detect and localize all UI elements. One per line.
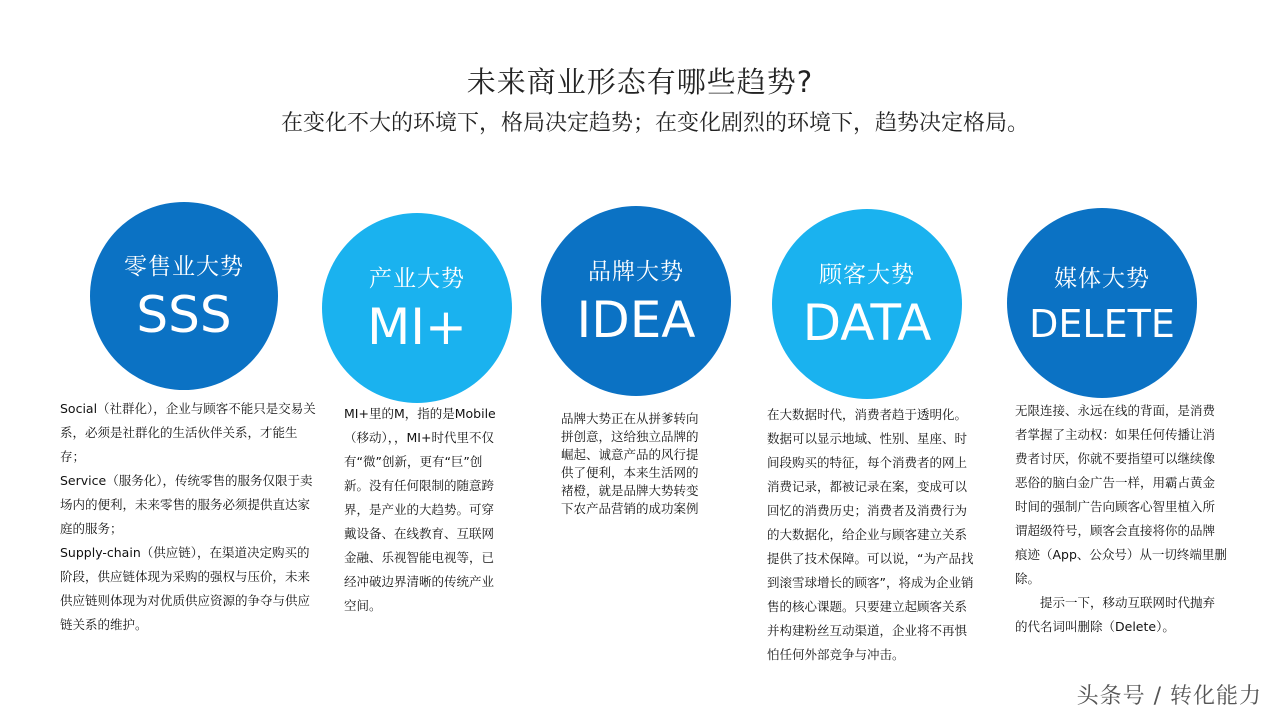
- industry-paragraph: MI+里的M，指的是Mobile（移动），，MI+时代里不仅有“微”创新，更有“巨”创新。没有任何限制的随意跨界，是产业的大趋势。可穿戴设备、在线教育、互联网金融、乐视智能电视等，已经冲破边界清晰的传统产业空间。: [344, 406, 496, 613]
- retail-paragraph-supply-chain: Supply-chain（供应链），在渠道决定购买的阶段，供应链体现为采购的强权与压价，未来供应链则体现为对优质供应资源的争夺与供应链关系的维护。: [60, 545, 311, 632]
- retail-trend-circle: [90, 202, 278, 390]
- industry-trend-circle: [322, 213, 512, 403]
- customer-trend-circle: [772, 209, 962, 399]
- media-trend-circle: [1007, 208, 1197, 398]
- industry-trend-description: [344, 402, 504, 618]
- retail-paragraph-social: Social（社群化），企业与顾客不能只是交易关系，必须是社群化的生活伙伴关系，才能生存；: [60, 401, 316, 464]
- retail-paragraph-service: Service（服务化），传统零售的服务仅限于卖场内的便利，未来零售的服务必须提供直达家庭的服务；: [60, 473, 313, 536]
- media-paragraph: 无限连接、永远在线的背面，是消费者掌握了主动权：如果任何传播让消费者讨厌，你就不要指望可以继续像恶俗的脑白金广告一样，用霸占黄金时间的强制广告向顾客心智里植入所谓超级符号，顾客会直接将你的品牌痕迹（App、公众号）从一切终端里删除。: [1015, 403, 1227, 586]
- industry-trend-heading: 产业大势: [369, 265, 465, 292]
- customer-trend-heading: 顾客大势: [819, 261, 915, 288]
- page-subtitle: 在变化不大的环境下，格局决定趋势；在变化剧烈的环境下，趋势决定格局。: [280, 111, 1029, 136]
- customer-trend-keyword: DATA: [802, 293, 932, 352]
- brand-trend-keyword: IDEA: [576, 290, 696, 349]
- retail-trend-keyword: SSS: [136, 285, 232, 344]
- brand-trend-description: [561, 410, 703, 518]
- brand-paragraph: 品牌大势正在从拼爹转向拼创意，这给独立品牌的崛起、诚意产品的风行提供了便利，本来生活网的褚橙，就是品牌大势转变下农产品营销的成功案例: [561, 411, 699, 516]
- media-trend-heading: 媒体大势: [1054, 265, 1150, 292]
- brand-trend-heading: 品牌大势: [588, 258, 684, 285]
- watermark: 头条号 / 转化能力: [1076, 684, 1262, 709]
- brand-trend-circle: [541, 206, 731, 396]
- media-trend-keyword: DELETE: [1029, 301, 1175, 346]
- retail-trend-description: [60, 397, 318, 637]
- media-trend-description: [1015, 399, 1227, 639]
- media-paragraph-tip: 提示一下，移动互联网时代抛弃的代名词叫删除（Delete）。: [1015, 595, 1216, 634]
- page-title: 未来商业形态有哪些趋势?: [466, 65, 814, 99]
- customer-paragraph: 在大数据时代，消费者趋于透明化。数据可以显示地域、性别、星座、时间段购买的特征，每个消费者的网上消费记录，都被记录在案，变成可以回忆的消费历史；消费者及消费行为的大数据化，给企业与顾客建立关系提供了技术保障。可以说，“为产品找到滚雪球增长的顾客”，将成为企业销售的核心课题。只要建立起顾客关系并构建粉丝互动渠道，企业将不再惧怕任何外部竞争与冲击。: [767, 407, 974, 662]
- industry-trend-keyword: MI+: [367, 297, 467, 356]
- customer-trend-description: [767, 403, 979, 667]
- retail-trend-heading: 零售业大势: [124, 253, 244, 280]
